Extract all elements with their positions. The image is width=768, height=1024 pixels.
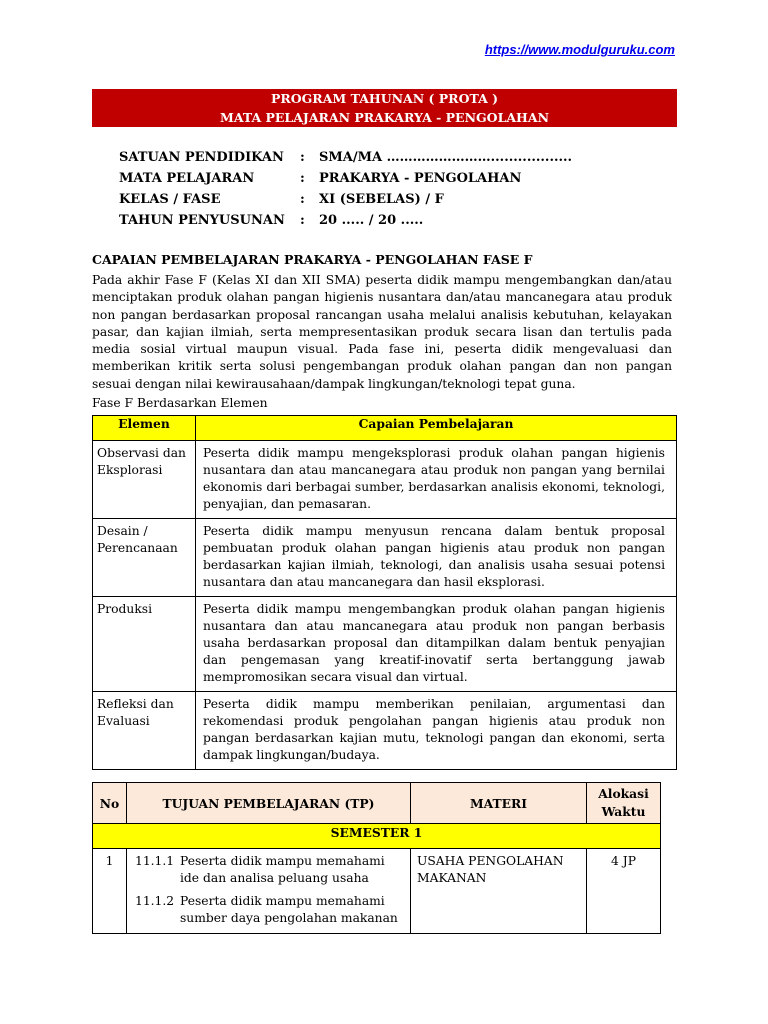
identity-label: SATUAN PENDIDIKAN [119, 150, 284, 165]
row-number: 1 [93, 849, 127, 934]
elemen-table-header [93, 416, 677, 441]
tp-item [135, 853, 402, 887]
materi-cell: USAHA PENGOLAHAN MAKANAN [411, 849, 587, 934]
title-line-2: MATA PELAJARAN PRAKARYA - PENGOLAHAN [219, 110, 549, 125]
identity-label: TAHUN PENYUSUNAN [119, 213, 285, 228]
capaian-section-title: CAPAIAN PEMBELAJARAN PRAKARYA - PENGOLAHAN FASE F [92, 252, 533, 267]
tp-table-header [93, 783, 661, 824]
identity-colon: : [300, 192, 305, 207]
capaian-cell: Peserta didik mampu memberikan penilaian, argumentasi dan rekomendasi produk pengolahan pangan higienis atau produk non pangan berdasarkan kajian mutu, teknologi pangan dan ekonomi, serta dampak lingkungan/budaya. [196, 692, 677, 770]
table-row [93, 849, 661, 934]
identity-colon: : [300, 171, 305, 186]
title-banner [92, 89, 677, 127]
table-row [93, 519, 677, 597]
identity-row [119, 150, 572, 171]
identity-colon: : [300, 150, 305, 165]
elemen-cell: Produksi [93, 597, 196, 692]
header-tp: TUJUAN PEMBELAJARAN (TP) [127, 783, 411, 824]
identity-label: KELAS / FASE [119, 192, 221, 207]
header-materi: MATERI [411, 783, 587, 824]
identity-row [119, 213, 572, 234]
capaian-cell: Peserta didik mampu mengeksplorasi produk olahan pangan higienis nusantara dan atau mancanegara atau produk non pangan yang bernilai ekonomis dari berbagai sumber, berdasarkan analisis ekonomi, teknologi, penyajian, dan pemasaran. [196, 441, 677, 519]
tp-text: Peserta didik mampu memahami sumber daya pengolahan makanan [180, 894, 398, 925]
identity-table [119, 150, 572, 234]
table-row [93, 597, 677, 692]
elemen-table [92, 415, 677, 770]
identity-value: XI (SEBELAS) / F [319, 192, 444, 207]
tujuan-pembelajaran-table [92, 782, 661, 934]
identity-value: PRAKARYA - PENGOLAHAN [319, 171, 522, 186]
alokasi-cell: 4 JP [587, 849, 661, 934]
table-row [93, 692, 677, 770]
website-url-link[interactable]: https://www.modulguruku.com [484, 42, 675, 57]
identity-value: 20 ..... / 20 ..... [319, 213, 424, 228]
header-alokasi [587, 783, 661, 824]
header-capaian: Capaian Pembelajaran [196, 416, 677, 441]
elemen-cell: Desain / Perencanaan [93, 519, 196, 597]
tp-text: Peserta didik mampu memahami ide dan analisa peluang usaha [180, 854, 385, 885]
capaian-paragraph: Pada akhir Fase F (Kelas XI dan XII SMA) peserta didik mampu mengembangkan dan/atau menciptakan produk olahan pangan higienis nusantara dan/atau mancanegara atau produk non pangan berdasarkan proposal rancangan usaha melalui analisis kebutuhan, kelayakan pasar, dan kajian ilmiah, serta mempresentasikan produk secara lisan dan tertulis pada media sosial virtual maupun visual. Pada fase ini, peserta didik mengevaluasi dan memberikan kritik serta solusi pengembangan produk olahan pangan dan non pangan sesuai dengan nilai kewirausahaan/dampak lingkungan/teknologi tepat guna. [92, 273, 672, 391]
identity-row [119, 171, 572, 192]
tp-cell [127, 849, 411, 934]
semester-row [93, 824, 661, 849]
header-alokasi-label: Alokasi Waktu [598, 786, 649, 819]
title-line-1: PROGRAM TAHUNAN ( PROTA ) [270, 91, 499, 106]
semester-label: SEMESTER 1 [93, 824, 661, 849]
identity-row [119, 192, 572, 213]
capaian-cell: Peserta didik mampu menyusun rencana dalam bentuk proposal pembuatan produk olahan pangan higienis atau produk non pangan berdasarkan kajian ilmiah, teknologi, dan analisis usaha sesuai potensi nusantara dan atau mancanegara dan hasil eksplorasi. [196, 519, 677, 597]
capaian-cell: Peserta didik mampu mengembangkan produk olahan pangan higienis nusantara dan atau mancanegara atau produk non pangan berbasis usaha berdasarkan proposal dan ditampilkan dalam bentuk penyajian dan pengemasan yang kreatif-inovatif serta bertanggung jawab mempromosikan secara visual dan virtual. [196, 597, 677, 692]
header-no: No [93, 783, 127, 824]
elemen-cell: Observasi dan Eksplorasi [93, 441, 196, 519]
header-elemen: Elemen [93, 416, 196, 441]
tp-item [135, 893, 402, 927]
identity-colon: : [300, 213, 305, 228]
tp-code: 11.1.1 [135, 854, 175, 868]
fase-label: Fase F Berdasarkan Elemen [92, 396, 268, 410]
tp-code: 11.1.2 [135, 894, 175, 908]
elemen-cell: Refleksi dan Evaluasi [93, 692, 196, 770]
identity-label: MATA PELAJARAN [119, 171, 255, 186]
table-row [93, 441, 677, 519]
identity-value: SMA/MA …………………….................. [319, 150, 573, 165]
